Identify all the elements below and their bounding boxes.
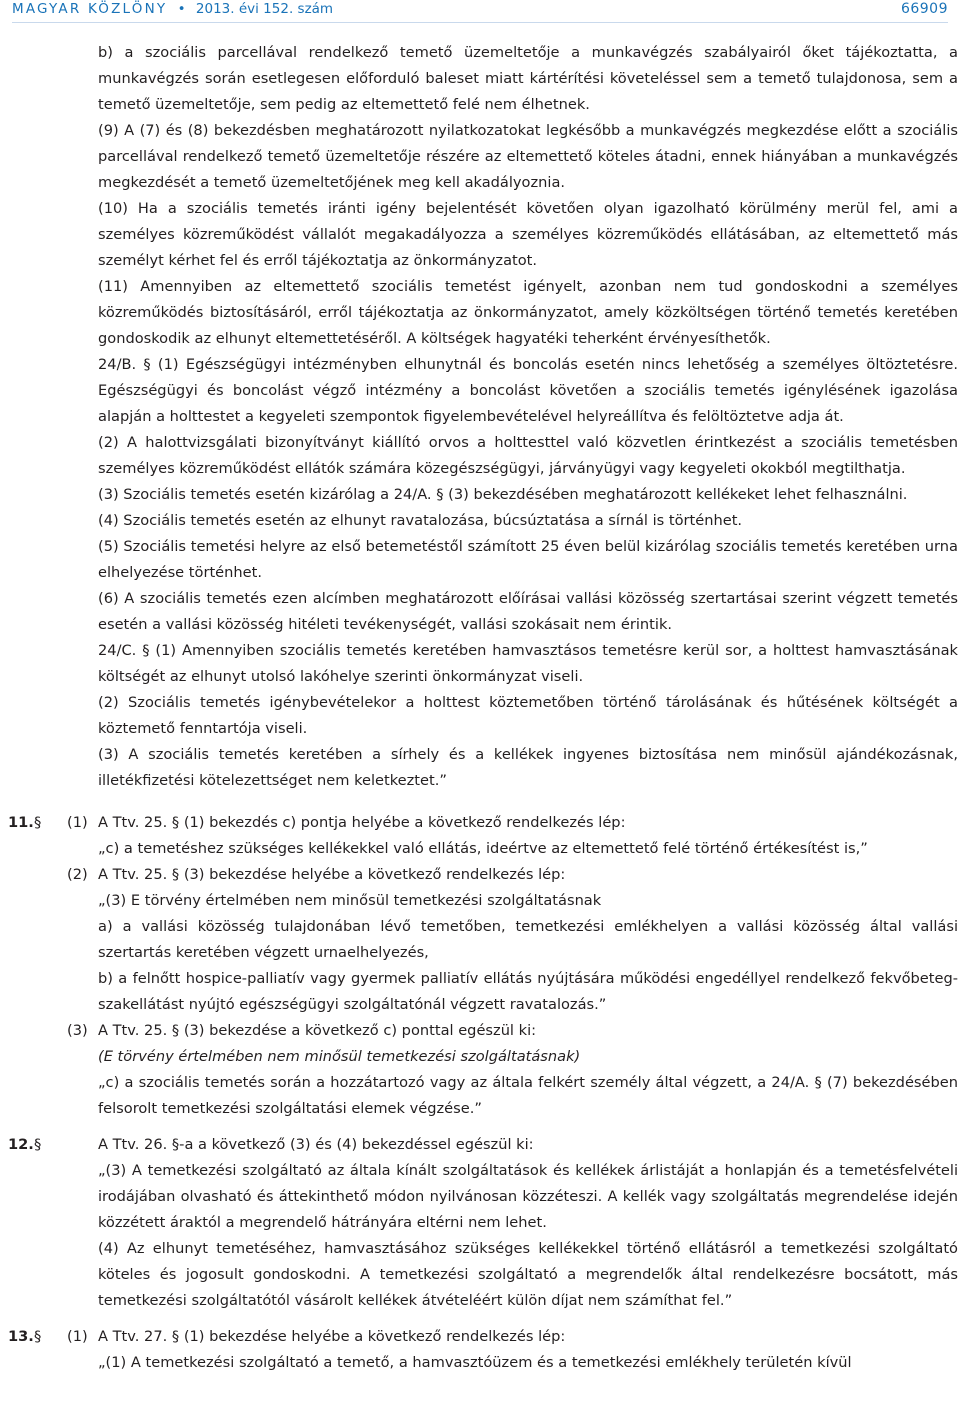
subsection-2 xyxy=(0,862,960,1018)
section-number: 11. xyxy=(8,814,34,831)
amendment-context: (E törvény értelmében nem minősül temetkezési szolgáltatásnak) xyxy=(98,1048,581,1065)
paragraph: 24/B. § (1) Egészségügyi intézményben elhunytnál és boncolás esetén nincs lehetőség a személyes öltöztetésre. Egészségügyi és boncolást végző intézmény a boncolást követően a szociális temetés igénylésének igazolása alapján a holttestet a kegyeleti szempontok figyelembevételével helyreállítva és felöltöztetve adja át. xyxy=(98,356,958,425)
journal-title: MAGYAR KÖZLÖNY xyxy=(12,1,168,17)
section-number: 12. xyxy=(8,1136,34,1153)
page-header xyxy=(12,0,948,23)
header-separator: • xyxy=(177,1,186,17)
paragraph: 24/C. § (1) Amennyiben szociális temetés keretében hamvasztásos temetésre kerül sor, a holttest hamvasztásának költségét az elhunyt utolsó lakóhelye szerinti önkormányzat viseli. xyxy=(98,642,958,685)
amendment-line: A Ttv. 26. §-a a következő (3) és (4) bekezdéssel egészül ki: xyxy=(98,1136,534,1153)
paragraph: (2) Szociális temetés igénybevételekor a holttest köztemetőben történő tárolásának és hűtésének költségét a köztemető fenntartója viseli. xyxy=(98,694,958,737)
amendment-line: A Ttv. 27. § (1) bekezdése helyébe a következő rendelkezés lép: xyxy=(98,1328,566,1345)
subsection-number: (2) xyxy=(67,866,88,883)
paragraph: (2) A halottvizsgálati bizonyítványt kiállító orvos a holttesttel való közvetlen érintkezést a szociális temetésben személyes közreműködést ellátók számára közegészségügyi, járványügyi vagy kegyeleti okokból megtilthatja. xyxy=(98,434,958,477)
amendment-line: A Ttv. 25. § (3) bekezdése helyébe a következő rendelkezés lép: xyxy=(98,866,566,883)
subsection-number: (1) xyxy=(67,814,88,831)
subsection-1 xyxy=(0,1324,960,1376)
paragraph: (4) Szociális temetés esetén az elhunyt ravatalozása, búcsúztatása a sírnál is történhet. xyxy=(98,512,743,529)
section-sign: § xyxy=(34,1136,42,1153)
journal-title-line xyxy=(12,0,333,18)
section-13 xyxy=(0,1324,960,1376)
amendment-text: „(3) A temetkezési szolgáltató az általa kínált szolgáltatások és kellékek árlistáját a honlapján és a temetésfelvételi irodájában olvasható és áttekinthető módon nyilvánosan közzéteszi. A kellék vagy szolgáltatás megrendelése idején közzétett áraktól a megrendelő hátrányára eltérni nem lehet. xyxy=(98,1162,958,1231)
subsection-number: (3) xyxy=(67,1022,88,1039)
paragraph: (3) Szociális temetés esetén kizárólag a 24/A. § (3) bekezdésében meghatározott kellékeket lehet felhasználni. xyxy=(98,486,908,503)
paragraph: (3) A szociális temetés keretében a sírhely és a kellékek ingyenes biztosítása nem minősül ajándékozásnak, illetékfizetési kötelezettséget nem keletkeztet.” xyxy=(98,746,958,789)
section-sign: § xyxy=(34,1328,42,1345)
paragraph: (5) Szociális temetési helyre az első betemetéstől számított 25 éven belül kizárólag szociális temetés keretében urna elhelyezése történhet. xyxy=(98,538,958,581)
amendment-text: „(1) A temetkezési szolgáltató a temető, a hamvasztóüzem és a temetkezési emlékhely területén kívül xyxy=(98,1354,852,1371)
amendment-line: A Ttv. 25. § (1) bekezdés c) pontja helyébe a következő rendelkezés lép: xyxy=(98,814,626,831)
paragraph: (9) A (7) és (8) bekezdésben meghatározott nyilatkozatokat legkésőbb a munkavégzés megkezdése előtt a szociális parcellával rendelkező temető üzemeltetője részére az eltemettető köteles átadni, ennek hiányában a munkavégzés megkezdését a temető üzemeltetőjének meg kell akadályoznia. xyxy=(98,122,958,191)
paragraph: (11) Amennyiben az eltemettető szociális temetést igényelt, azonban nem tud gondoskodni a személyes közreműködés biztosításáról, erről tájékoztatja az önkormányzatot, amely közköltségen történő temetés keretében gondoskodik az elhunyt eltemettetéséről. A költségek hagyatéki teherként érvényesíthetők. xyxy=(98,278,958,347)
section-sign: § xyxy=(34,814,42,831)
paragraph: b) a szociális parcellával rendelkező temető üzemeltetője a munkavégzés szabályairól őket tájékoztatta, a munkavégzés során esetlegesen előforduló baleset miatt kártérítési követeléssel sem a temető tulajdonosa, sem a temető üzemeltetője, sem pedig az eltemettető felé nem élhetnek. xyxy=(98,44,958,113)
section-12 xyxy=(0,1132,960,1314)
issue-number: 2013. évi 152. szám xyxy=(195,1,334,17)
amendment-text: b) a felnőtt hospice-palliatív vagy gyermek palliatív ellátás nyújtására működési engedéllyel rendelkező fekvőbeteg-szakellátást nyújtó egészségügyi szolgáltatónál végzett ravatalozás.” xyxy=(98,970,958,1013)
amendment-text: „c) a szociális temetés során a hozzátartozó vagy az általa felkért személy által végzett, a 24/A. § (7) bekezdésében felsorolt temetkezési szolgáltatási elemek végzése.” xyxy=(98,1074,958,1117)
amendment-line: A Ttv. 25. § (3) bekezdése a következő c) ponttal egészül ki: xyxy=(98,1022,537,1039)
document-body xyxy=(0,40,960,1376)
paragraph: (6) A szociális temetés ezen alcímben meghatározott előírásai vallási közösség szertartásai szerint végzett temetés esetén a vallási közösség hitéleti tevékenységét, vallási szokásait nem érintik. xyxy=(98,590,958,633)
amendment-text: a) a vallási közösség tulajdonában lévő temetőben, temetkezési emlékhelyen a vallási közösség által vallási szertartás keretében végzett urnaelhelyezés, xyxy=(98,918,958,961)
section-11 xyxy=(0,810,960,1122)
subsection-1 xyxy=(0,810,960,862)
subsection-number: (1) xyxy=(67,1328,88,1345)
section-number: 13. xyxy=(8,1328,34,1345)
page-number: 66909 xyxy=(900,1,948,17)
amendment-text: „c) a temetéshez szükséges kellékekkel való ellátás, ideértve az eltemettető felé történő értékesítést is,” xyxy=(98,840,868,857)
amendment-text: „(3) E törvény értelmében nem minősül temetkezési szolgáltatásnak xyxy=(98,892,602,909)
subsection-3 xyxy=(0,1018,960,1122)
paragraph: (10) Ha a szociális temetés iránti igény bejelentését követően olyan igazolható körülmény merül fel, ami a személyes közreműködést vállalót megakadályozza a személyes közreműködés ellátásában, az eltemettető más személyt kérhet fel és erről tájékoztatja az önkormányzatot. xyxy=(98,200,958,269)
amendment-text: (4) Az elhunyt temetéséhez, hamvasztásához szükséges kellékekkel történő ellátásról a temetkezési szolgáltató köteles és jogosult gondoskodni. A temetkezési szolgáltató a megrendelők által rendelkezésre bocsátott, más temetkezési szolgáltatótól vásárolt kellékek átvételéért külön díjat nem számíthat fel.” xyxy=(98,1240,958,1309)
